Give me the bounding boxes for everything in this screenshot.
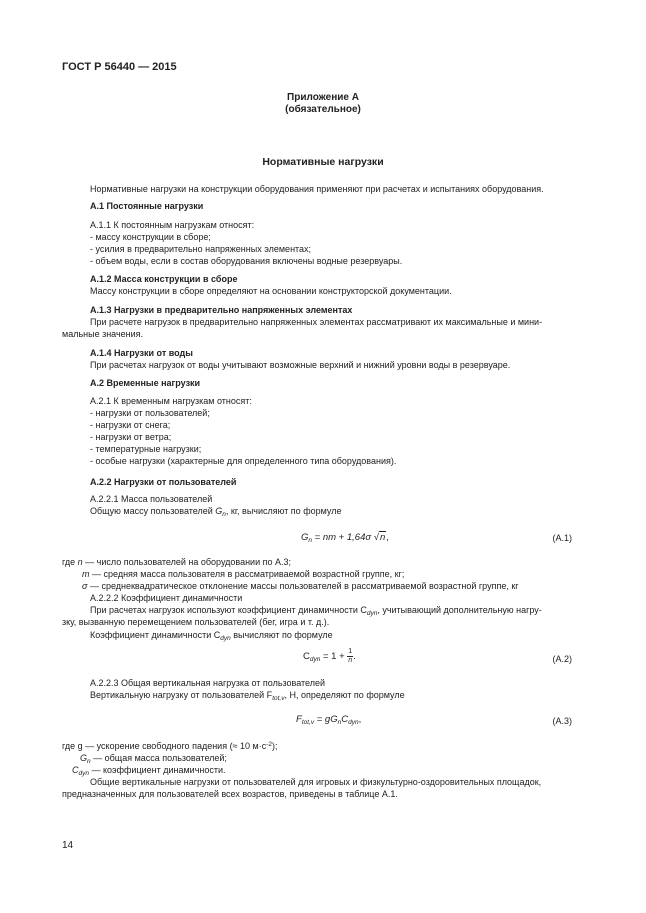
paragraph-a12: Массу конструкции в сборе определяют на основании конструкторской документации. [90, 286, 452, 296]
equation-a3 [296, 714, 361, 726]
equation-number: (А.3) [552, 716, 572, 726]
symbol: n [77, 557, 83, 567]
definition-row [62, 741, 278, 751]
text: Вертикальную нагрузку от пользователей F [90, 690, 273, 700]
text: Коэффициент динамичности С [90, 630, 221, 640]
text: — среднеквадратическое отклонение массы пользователей в рассматриваемой возрастной группе, кг [87, 581, 519, 591]
symbol: m [82, 569, 90, 579]
text: — средняя масса пользователя в рассматриваемой возрастной группе, кг; [89, 569, 405, 579]
superscript: -2 [266, 741, 272, 748]
text: вычисляют по формуле [230, 630, 333, 640]
clause-a21: А.2.1 К временным нагрузкам относят: [90, 396, 252, 406]
equation-number: (А.1) [552, 533, 572, 543]
subscript: n [222, 511, 226, 518]
list-item: - нагрузки от пользователей; [90, 408, 210, 418]
paragraph-a222 [90, 605, 542, 617]
subscript: n [337, 719, 342, 726]
subscript: tot,v [301, 719, 315, 726]
equation-a1 [301, 532, 389, 544]
definition-row [82, 581, 519, 591]
text: При расчетах нагрузок используют коэффициент динамичности С [90, 605, 367, 615]
text: , учитывающий дополнительную нагру- [377, 605, 542, 615]
heading-a22: А.2.2 Нагрузки от пользователей [90, 477, 237, 487]
heading-a1: А.1 Постоянные нагрузки [90, 201, 204, 211]
heading-a12: А.1.2 Масса конструкции в сборе [90, 274, 238, 284]
heading-a13: А.1.3 Нагрузки в предварительно напряженных элементах [90, 305, 353, 315]
clause-a223: А.2.2.3 Общая вертикальная нагрузка от пользователей [90, 678, 326, 688]
heading-a2: А.2 Временные нагрузки [90, 378, 201, 388]
list-item: - объем воды, если в состав оборудования включены водные резервуары. [90, 256, 403, 266]
clause-a221: А.2.2.1 Масса пользователей [90, 494, 213, 504]
text: — общая масса пользователей; [90, 753, 227, 763]
list-item: - нагрузки от ветра; [90, 432, 172, 442]
expression: = 1 + [320, 651, 348, 663]
definition-row [62, 557, 291, 567]
text: Общую массу пользователей [90, 506, 213, 516]
final-paragraph-cont: предназначенных для пользователей всех возрастов, приведены в таблице А.1. [62, 789, 398, 799]
definition-row [72, 765, 226, 777]
paragraph-a223 [90, 690, 405, 702]
paragraph-a14: При расчетах нагрузок от воды учитывают возможные верхний и нижний уровни воды в резервуаре. [90, 360, 511, 370]
definition-row [82, 569, 404, 579]
symbol: G [80, 753, 88, 763]
final-paragraph: Общие вертикальные нагрузки от пользователей для игровых и физкультурно-оздоровительных площадок, [90, 777, 542, 787]
text: — коэффициент динамичности. [88, 765, 226, 775]
symbol: G [301, 532, 309, 543]
subscript: n [87, 758, 91, 765]
symbol: G [215, 506, 223, 516]
subscript: dyn [78, 770, 89, 777]
sqrt-arg: n [379, 532, 386, 543]
list-item: - нагрузки от снега; [90, 420, 171, 430]
denominator: n [348, 657, 353, 664]
where-label: где [62, 557, 76, 567]
numerator: 1 [348, 648, 353, 655]
equation-a2 [303, 648, 356, 665]
punct: , [386, 532, 389, 543]
subscript: dyn [220, 635, 231, 642]
document-id: ГОСТ Р 56440 — 2015 [62, 61, 177, 73]
list-item: - температурные нагрузки; [90, 444, 202, 454]
expression: = nm + 1,64σ [312, 532, 372, 543]
equation-number: (А.2) [552, 654, 572, 664]
clause-a222: А.2.2.2 Коэффициент динамичности [90, 593, 243, 603]
subscript: tot,v [272, 695, 285, 702]
list-item: - массу конструкции в сборе; [90, 232, 211, 242]
list-item: - особые нагрузки (характерные для определенного типа оборудования). [90, 456, 397, 466]
paragraph-a13: При расчете нагрузок в предварительно напряженных элементах рассматривают их максимальные и мини- [90, 317, 543, 327]
section-title: Нормативные нагрузки [262, 156, 384, 168]
subscript: dyn [366, 610, 378, 617]
intro-paragraph: Нормативные нагрузки на конструкции оборудования применяют при расчетах и испытаниях оборудования. [90, 184, 544, 194]
symbol: F [296, 714, 302, 725]
text: — число пользователей на оборудовании по А.3; [82, 557, 292, 567]
paragraph-a13-cont: мальные значения. [62, 329, 144, 339]
punct: . [353, 651, 356, 663]
definition-row [80, 753, 227, 765]
heading-a14: А.1.4 Нагрузки от воды [90, 348, 193, 358]
page-number: 14 [62, 840, 74, 851]
paragraph-a222-formula-intro [90, 630, 333, 642]
symbol: C [72, 765, 79, 775]
text: где g — ускорение свободного падения (≈ 10 м·с [62, 741, 267, 751]
list-item: - усилия в предварительно напряженных элементах; [90, 244, 312, 254]
subscript: n [308, 537, 313, 544]
sqrt-sign: √ [373, 532, 379, 543]
subscript: dyn [309, 656, 321, 664]
appendix-title: Приложение А [287, 92, 359, 103]
subscript: dyn [348, 719, 359, 726]
symbol: С [303, 651, 310, 663]
text: , Н, определяют по формуле [284, 690, 405, 700]
text: ); [272, 741, 278, 751]
clause-a11: А.1.1 К постоянным нагрузкам относят: [90, 220, 255, 230]
symbol: σ [82, 581, 88, 591]
paragraph-a221 [90, 506, 341, 518]
expression: = gG [314, 714, 338, 725]
text: , кг, вычисляют по формуле [225, 506, 342, 516]
paragraph-a222-cont: зку, вызванную перемещением пользователей (бег, игра и т. д.). [62, 617, 330, 627]
expression: C [341, 714, 349, 725]
punct: , [358, 714, 362, 725]
appendix-type: (обязательное) [285, 104, 361, 115]
